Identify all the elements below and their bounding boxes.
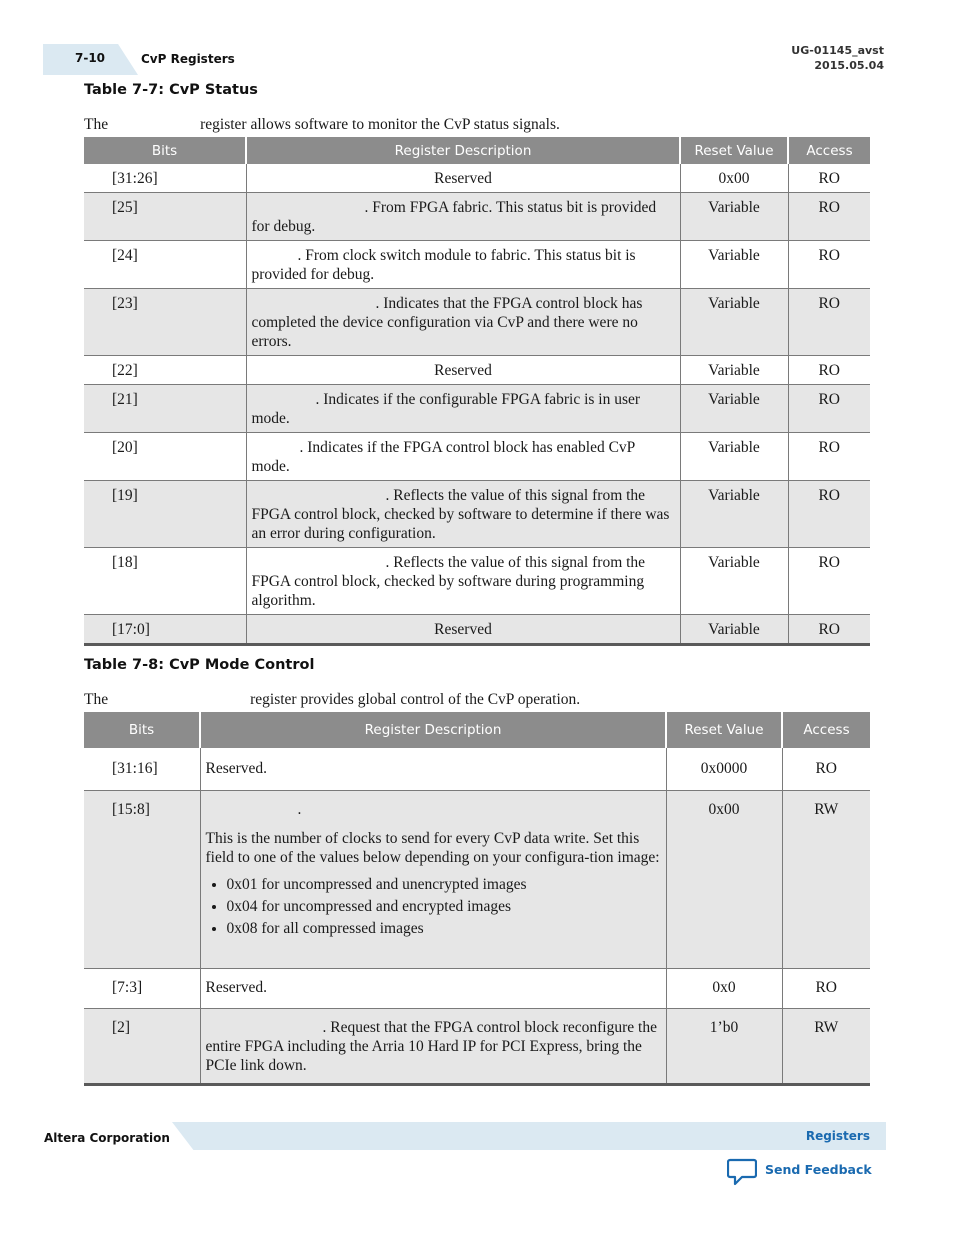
- cell-desc: [200, 790, 666, 968]
- cell-bits: [20]: [84, 433, 246, 481]
- cell-reset: Variable: [680, 289, 788, 356]
- cell-bits: [19]: [84, 481, 246, 548]
- table-row: [84, 790, 870, 968]
- cell-access: RO: [788, 193, 870, 241]
- table2-intro-before: The: [84, 691, 109, 708]
- cell-reset: Variable: [680, 615, 788, 645]
- cell-reset: 0x0000: [666, 748, 782, 790]
- cvp-mode-control-table: [84, 712, 870, 1086]
- cell-bits: [21]: [84, 385, 246, 433]
- col-bits: Bits: [84, 712, 200, 748]
- list-item: • 0x08 for all compressed images: [227, 919, 661, 938]
- table-row: [84, 615, 870, 645]
- cell-bits: [22]: [84, 356, 246, 385]
- table2-intro: [84, 691, 580, 709]
- cell-access: RO: [788, 433, 870, 481]
- desc-lead: .: [297, 800, 302, 818]
- send-feedback-link[interactable]: Send Feedback: [765, 1162, 872, 1177]
- table1-intro-after: register allows software to monitor the CvP status signals.: [200, 116, 560, 133]
- table-header-row: [84, 137, 870, 164]
- cell-access: RO: [788, 241, 870, 289]
- cell-reset: 1’b0: [666, 1008, 782, 1084]
- cell-bits: [17:0]: [84, 615, 246, 645]
- col-reset: Reset Value: [666, 712, 782, 748]
- cell-bits: [7:3]: [84, 968, 200, 1008]
- cell-access: RO: [782, 968, 870, 1008]
- cell-reset: Variable: [680, 193, 788, 241]
- section-title: CvP Registers: [141, 52, 235, 66]
- cell-desc: Reserved: [246, 356, 680, 385]
- doc-id: UG-01145_avst: [791, 44, 884, 57]
- cell-access: RO: [788, 615, 870, 645]
- cell-desc: . Reflects the value of this signal from the FPGA control block, checked by software during programming algorithm.: [246, 548, 680, 615]
- table1-intro-before: The: [84, 116, 109, 133]
- table-row: [84, 748, 870, 790]
- cell-desc: . From FPGA fabric. This status bit is provided for debug.: [246, 193, 680, 241]
- cell-desc: . Indicates if the FPGA control block has enabled CvP mode.: [246, 433, 680, 481]
- cell-desc: . Indicates that the FPGA control block has completed the device configuration via CvP and there were no errors.: [246, 289, 680, 356]
- table-row: [84, 433, 870, 481]
- table1-caption: Table 7-7: CvP Status: [84, 82, 258, 98]
- cell-bits: [31:16]: [84, 748, 200, 790]
- page-number: 7-10: [75, 51, 106, 65]
- cell-desc: . Indicates if the configurable FPGA fabric is in user mode.: [246, 385, 680, 433]
- doc-date: 2015.05.04: [814, 59, 884, 72]
- cell-access: RO: [788, 548, 870, 615]
- cell-reset: 0x0: [666, 968, 782, 1008]
- list-item: • 0x04 for uncompressed and encrypted images: [227, 897, 661, 916]
- cell-access: RO: [788, 356, 870, 385]
- cell-desc: Reserved: [246, 615, 680, 645]
- cell-reset: Variable: [680, 481, 788, 548]
- footer-band: [172, 1122, 886, 1150]
- col-description: Register Description: [200, 712, 666, 748]
- cell-reset: Variable: [680, 433, 788, 481]
- registers-link[interactable]: Registers: [805, 1129, 870, 1143]
- table-row: [84, 481, 870, 548]
- list-item: • 0x01 for uncompressed and unencrypted images: [227, 875, 661, 894]
- col-access: Access: [788, 137, 870, 164]
- value-list: [206, 875, 661, 938]
- cell-reset: Variable: [680, 548, 788, 615]
- table-row: [84, 548, 870, 615]
- cvp-status-table: [84, 137, 870, 646]
- cell-access: RW: [782, 790, 870, 968]
- col-access: Access: [782, 712, 870, 748]
- table2-caption: Table 7-8: CvP Mode Control: [84, 657, 315, 673]
- cell-access: RO: [782, 748, 870, 790]
- table-row: [84, 241, 870, 289]
- cell-desc: . Request that the FPGA control block reconfigure the entire FPGA including the Arria 10 Hard IP for PCI Express, bring the PCIe link down.: [200, 1008, 666, 1084]
- cell-reset: Variable: [680, 241, 788, 289]
- table-row: [84, 289, 870, 356]
- table-row: [84, 356, 870, 385]
- cell-desc: . From clock switch module to fabric. This status bit is provided for debug.: [246, 241, 680, 289]
- cell-access: RW: [782, 1008, 870, 1084]
- cell-reset: Variable: [680, 356, 788, 385]
- table-row: [84, 968, 870, 1008]
- cell-bits: [23]: [84, 289, 246, 356]
- table-header-row: [84, 712, 870, 748]
- chat-bubble-icon[interactable]: [727, 1158, 757, 1186]
- cell-reset: 0x00: [666, 790, 782, 968]
- table-row: [84, 164, 870, 193]
- cell-desc: Reserved.: [200, 748, 666, 790]
- cell-bits: [25]: [84, 193, 246, 241]
- cell-bits: [24]: [84, 241, 246, 289]
- doc-info: [791, 43, 884, 73]
- table-row: [84, 193, 870, 241]
- cell-bits: [2]: [84, 1008, 200, 1084]
- col-reset: Reset Value: [680, 137, 788, 164]
- cell-bits: [18]: [84, 548, 246, 615]
- cell-desc: Reserved.: [200, 968, 666, 1008]
- table1-intro: [84, 116, 560, 134]
- cell-desc: . Reflects the value of this signal from the FPGA control block, checked by software to determine if there was an error during configuration.: [246, 481, 680, 548]
- cell-bits: [31:26]: [84, 164, 246, 193]
- cell-reset: 0x00: [680, 164, 788, 193]
- cell-reset: Variable: [680, 385, 788, 433]
- cell-access: RO: [788, 164, 870, 193]
- cell-desc: Reserved: [246, 164, 680, 193]
- cell-bits: [15:8]: [84, 790, 200, 968]
- table2-intro-after: register provides global control of the CvP operation.: [250, 691, 581, 708]
- col-description: Register Description: [246, 137, 680, 164]
- table-row: [84, 1008, 870, 1084]
- cell-access: RO: [788, 385, 870, 433]
- cell-access: RO: [788, 289, 870, 356]
- cell-access: RO: [788, 481, 870, 548]
- table-row: [84, 385, 870, 433]
- col-bits: Bits: [84, 137, 246, 164]
- desc-body: This is the number of clocks to send for every CvP data write. Set this field to one of the values below depending on your configura-tion image:: [205, 829, 660, 866]
- company-name: Altera Corporation: [44, 1131, 170, 1145]
